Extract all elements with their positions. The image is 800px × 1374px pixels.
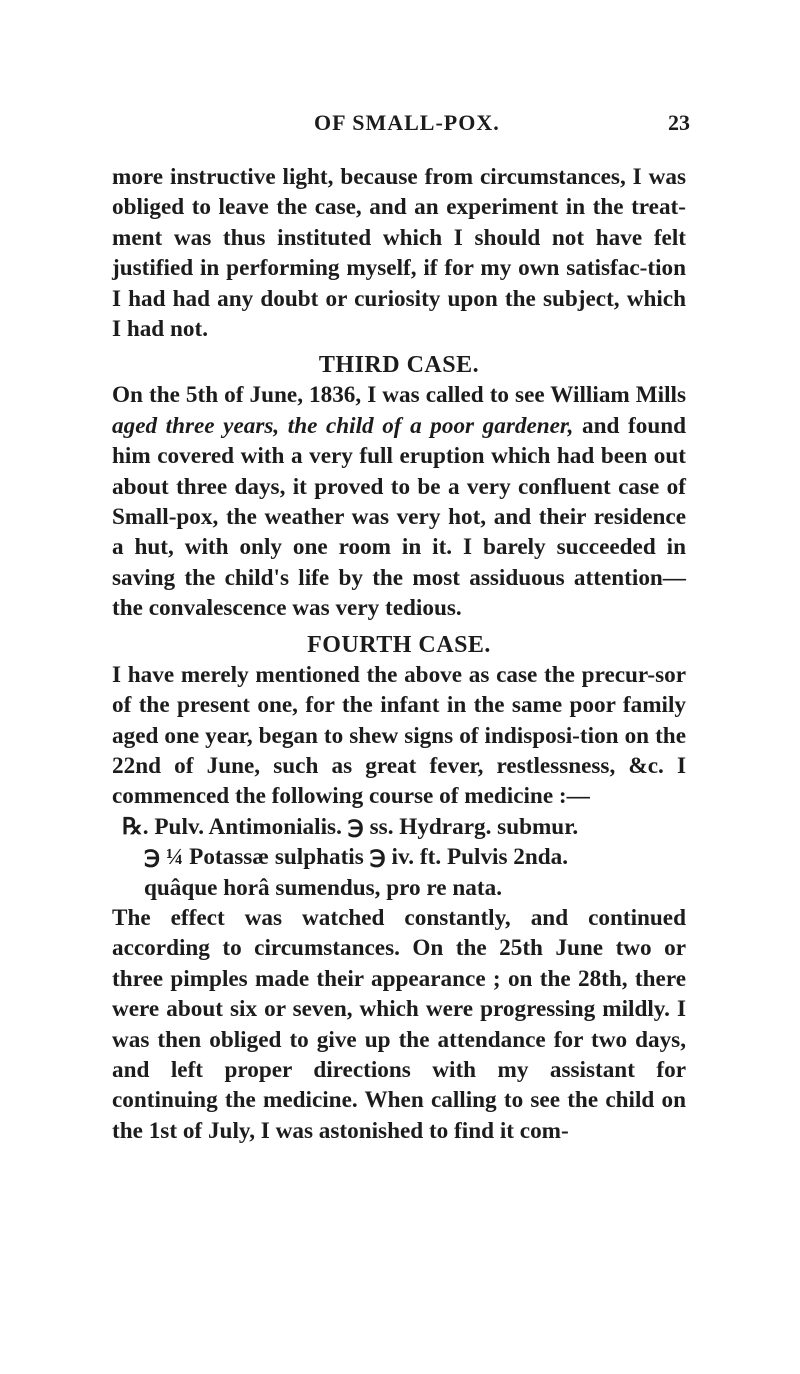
prescription-line-3: quâque horâ sumendus, pro re nata. xyxy=(144,874,502,901)
heading-fourth-case: FOURTH CASE. xyxy=(307,631,491,658)
paragraph-effect: The effect was watched constantly, and continued according to circumstances. On the 25th June two or three pimples made their appearance ; on the 28th, there were about six or seven, which were progressing mildly. I was then obliged to give up the attendance for two days, and left proper directions with my assistant for continuing the medicine. When calling to see the child on the 1st of July, I was astonished to find it com- xyxy=(112,904,686,1144)
prescription xyxy=(122,812,686,903)
paragraph-continuation: more instructive light, because from circumstances, I was obliged to leave the case, and an experiment in the treat-ment was thus instituted which I should not have felt justified in performing myself, if for my own satisfac-tion I had had any doubt or curiosity upon the subject, which I had not. xyxy=(112,164,686,343)
page-number: 23 xyxy=(668,110,690,135)
running-title: OF SMALL-POX. xyxy=(314,110,500,135)
paragraph-third-case-end: and found him covered with a very full eruption which had been out about three days, it proved to be a very confluent case of Small-pox, the weather was very hot, and their residence a hut, with only one room in it. I barely succeeded in saving the child's life by the most assiduous attention—the convalescence was very tedious. xyxy=(112,412,687,622)
prescription-line-2: ℈ ¼ Potassæ sulphatis ℈ iv. ft. Pulvis 2nda. xyxy=(144,844,569,871)
paragraph-third-case xyxy=(112,380,686,623)
running-header xyxy=(0,110,800,140)
paragraph-fourth-case: I have merely mentioned the above as case the precur-sor of the present one, for the infant in the same poor family aged one year, began to shew signs of indisposi-tion on the 22nd of June, such as great fever, restlessness, &c. I commenced the following course of medicine :— xyxy=(112,661,686,810)
body-text xyxy=(112,162,686,1146)
prescription-line-1: ℞. Pulv. Antimonialis. ℈ ss. Hydrarg. submur. xyxy=(122,813,579,840)
heading-third-case: THIRD CASE. xyxy=(318,352,480,379)
paragraph-third-case-italic: aged three years, the child of a poor gardener, xyxy=(112,412,574,439)
paragraph-third-case-start: On the 5th of June, 1836, I was called to see William Mills xyxy=(112,382,686,409)
